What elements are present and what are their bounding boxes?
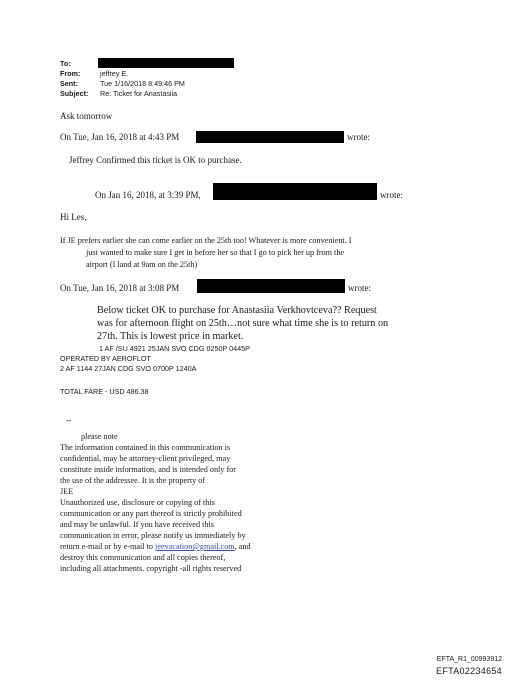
ticket-line3: 27th. This is lowest price in market. [97,331,244,342]
sent-label: Sent: [60,79,78,88]
signature-line-4: the use of the addressee. It is the property of [60,476,206,485]
total-fare: TOTAL FARE - USD 486.38 [60,387,149,396]
redaction-quote2 [213,183,377,200]
header-sent [60,79,185,88]
redaction-quote3 [197,279,345,293]
header-from [60,69,128,78]
quote2-suffix: wrote: [380,190,403,200]
footer-ref1: EFTA_R1_00993912 [436,656,502,663]
subject-label: Subject: [60,89,89,98]
footer-ref2: EFTA02234654 [436,666,502,676]
redaction-quote1 [196,131,344,143]
subject-value: Re: Ticket for Anastasiia [100,89,178,98]
signature-destroy-line: destroy this communication and all copies thereof, [60,553,226,562]
signature-line-5: JEE [60,487,74,496]
signature-notify-line [60,542,251,551]
signature-line-8: and may be unlawful. If you have received this [60,520,214,529]
signature-line-1: The information contained in this communication is [60,443,231,452]
operated-by: OPERATED BY AEROFLOT [60,354,151,363]
quote1-text: Jeffrey Confirmed this ticket is OK to purchase. [69,155,242,165]
quote2-prefix: On Jan 16, 2018, at 3:39 PM, [95,190,201,200]
flight1: 1 AF /SU 4921 25JAN SVO CDG 0250P 0445P [99,344,250,353]
quote1-prefix: On Tue, Jan 16, 2018 at 4:43 PM [60,132,180,142]
para1-line3: airport (I land at 9am on the 25th) [86,260,198,269]
reply-text: Ask tomorrow [60,111,113,121]
para1-line2: just wanted to make sure I get in before her so that I go to pick her up from the [86,248,345,257]
signature-line-2: confidential, may be attorney-client privileged, may [60,454,231,463]
from-label: From: [60,69,81,78]
ticket-line1: Below ticket OK to purchase for Anastasiia Verkhovtceva?? Request [97,305,377,316]
flight2: 2 AF 1144 27JAN CDG SVO 0700P 1240A [60,364,197,373]
header-subject [60,89,177,98]
greeting: Hi Les, [60,212,87,222]
email-link[interactable]: jeevacation@gmail.com [155,542,235,551]
from-value: jeffrey E. [100,69,129,78]
header-to [60,59,100,68]
quote1-suffix: wrote: [347,132,370,142]
notify-prefix: return e-mail or by e-mail to [60,542,156,551]
signature-line-9: communication in error, please notify us immediately by [60,531,246,540]
signature-line-6: Unauthorized use, disclosure or copying of this [60,498,215,507]
signature-line-7: communication or any part thereof is strictly prohibited [60,509,242,518]
quote3-prefix: On Tue, Jan 16, 2018 at 3:08 PM [60,283,180,293]
sent-value: Tue 1/16/2018 8:49:46 PM [100,79,185,88]
to-label: To: [60,59,71,68]
notify-suffix: , and [234,542,251,551]
signature-note: please note [81,432,118,441]
ticket-line2: was for afternoon flight on 25th…not sure what time she is to return on [97,318,389,329]
signature-attach-line: including all attachments. copyright -all rights reserved [60,564,242,573]
redaction-to [98,58,234,68]
signature-dashes: -- [66,416,72,425]
para1-line1: If JE prefers earlier she can come earlier on the 25th too! Whatever is more convenient. I [60,236,352,245]
quote3-suffix: wrote: [348,283,371,293]
signature-line-3: constitute inside information, and is intended only for [60,465,236,474]
